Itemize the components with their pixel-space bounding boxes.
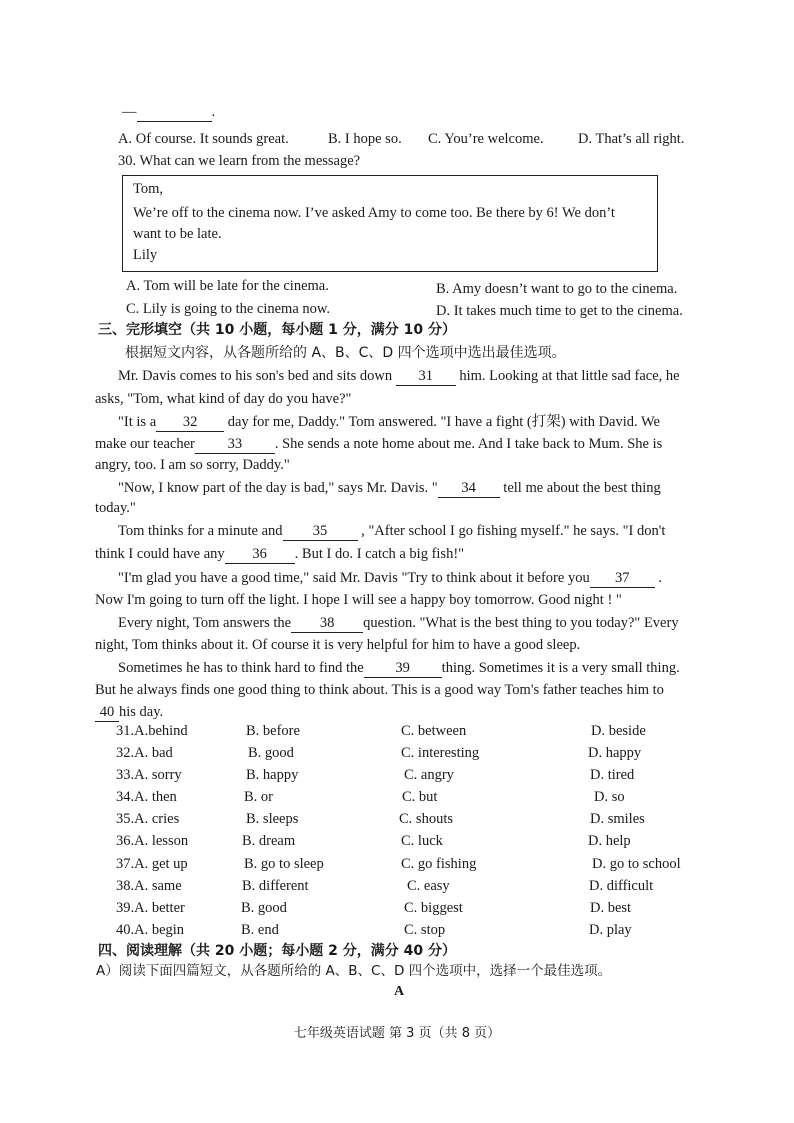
option-row-31: 31.A.behind B. before C. between D. beside: [116, 723, 646, 739]
option-row-35: 35.A. cries B. sleeps C. shouts D. smiles: [116, 811, 645, 827]
q29-options: [118, 130, 718, 150]
blank-31: 31: [396, 369, 456, 386]
passage-line-9: think I could have any 36 . But I do. I catch a big fish!": [95, 546, 465, 562]
option-row-33: 33.A. sorry B. happy C. angry D. tired: [116, 767, 635, 783]
option-row-37: 37.A. get up B. go to sleep C. go fishing D. go to school: [116, 856, 681, 872]
q30-option-c: C. Lily is going to the cinema now.: [126, 301, 331, 317]
q30-option-b: B. Amy doesn’t want to go to the cinema.: [436, 281, 678, 297]
message-signature: Lily: [133, 247, 158, 263]
blank-33: 33: [195, 437, 275, 454]
q29-option-d: D. That’s all right.: [578, 131, 685, 147]
option-row-34: 34.A. then B. or C. but D. so: [116, 789, 625, 805]
passage-line-7: today.": [95, 500, 136, 516]
option-row-32: 32.A. bad B. good C. interesting D. happy: [116, 745, 642, 761]
q29-option-b: B. I hope so.: [328, 131, 402, 147]
option-row-36: 36.A. lesson B. dream C. luck D. help: [116, 833, 631, 849]
blank-32: 32: [156, 415, 224, 432]
blank-39: 39: [364, 661, 442, 678]
blank-40: 40: [95, 705, 119, 722]
message-line-1: We’re off to the cinema now. I’ve asked Amy to come too. Be there by 6! We don’t: [133, 205, 615, 221]
passage-line-8: Tom thinks for a minute and 35 , "After school I go fishing myself." he says. "I don't: [118, 523, 666, 539]
passage-line-15: But he always finds one good thing to think about. This is a good way Tom's father teaches him to: [95, 682, 664, 698]
q29-answer-line: — .: [122, 104, 216, 120]
q30-option-d: D. It takes much time to get to the cinema.: [436, 303, 683, 319]
q30-stem: 30. What can we learn from the message?: [118, 153, 361, 169]
option-row-40: 40.A. begin B. end C. stop D. play: [116, 922, 632, 938]
section3-instruction: 根据短文内容，从各题所给的 A、B、C、D 四个选项中选出最佳选项。: [125, 345, 566, 361]
passage-line-5: angry, too. I am so sorry, Daddy.": [95, 457, 290, 473]
q30-option-a: A. Tom will be late for the cinema.: [126, 278, 329, 294]
section4-heading: 四、阅读理解（共 20 小题；每小题 2 分，满分 40 分）: [98, 943, 456, 959]
passage-line-12: Every night, Tom answers the 38 question. "What is the best thing to you today?" Every: [118, 615, 679, 631]
option-row-38: 38.A. same B. different C. easy D. difficult: [116, 878, 654, 894]
passage-line-13: night, Tom thinks about it. Of course it is very helpful for him to have a good sleep.: [95, 637, 581, 653]
blank-38: 38: [291, 616, 363, 633]
message-line-2: want to be late.: [133, 226, 222, 242]
blank-36: 36: [225, 547, 295, 564]
section3-heading: 三、完形填空（共 10 小题，每小题 1 分，满分 10 分）: [98, 322, 456, 338]
blank-34: 34: [438, 481, 500, 498]
passage-line-10: "I'm glad you have a good time," said Mr. Davis "Try to think about it before you 37 .: [118, 570, 662, 586]
passage-label: A: [394, 984, 405, 999]
q29-blank: [137, 105, 212, 122]
q29-option-c: C. You’re welcome.: [428, 131, 544, 147]
passage-line-14: Sometimes he has to think hard to find the 39 thing. Sometimes it is a very small thing.: [118, 660, 680, 676]
q29-dash: —: [122, 104, 137, 120]
section4-instruction: A）阅读下面四篇短文，从各题所给的 A、B、C、D 四个选项中，选择一个最佳选项。: [96, 963, 612, 979]
passage-line-3: "It is a 32 day for me, Daddy." Tom answered. "I have a fight (打架) with David. We: [118, 414, 660, 430]
q30-message-box: [122, 175, 658, 272]
passage-line-4: make our teacher 33 . She sends a note home about me. And I take back to Mum. She is: [95, 436, 663, 452]
q29-option-a: A. Of course. It sounds great.: [118, 131, 289, 147]
passage-line-1: Mr. Davis comes to his son's bed and sits down 31 him. Looking at that little sad face, he: [118, 368, 680, 384]
option-row-39: 39.A. better B. good C. biggest D. best: [116, 900, 632, 916]
message-greeting: Tom,: [133, 181, 163, 197]
passage-line-6: "Now, I know part of the day is bad," says Mr. Davis. " 34 tell me about the best thing: [118, 480, 661, 496]
passage-line-11: Now I'm going to turn off the light. I hope I will see a happy boy tomorrow. Good night ! ": [95, 592, 622, 608]
blank-37: 37: [590, 571, 655, 588]
passage-line-2: asks, "Tom, what kind of day do you have?": [95, 391, 352, 407]
page-footer: 七年级英语试题 第 3 页（共 8 页）: [293, 1026, 501, 1041]
passage-line-16: 40 his day.: [95, 703, 163, 723]
blank-35: 35: [283, 524, 358, 541]
